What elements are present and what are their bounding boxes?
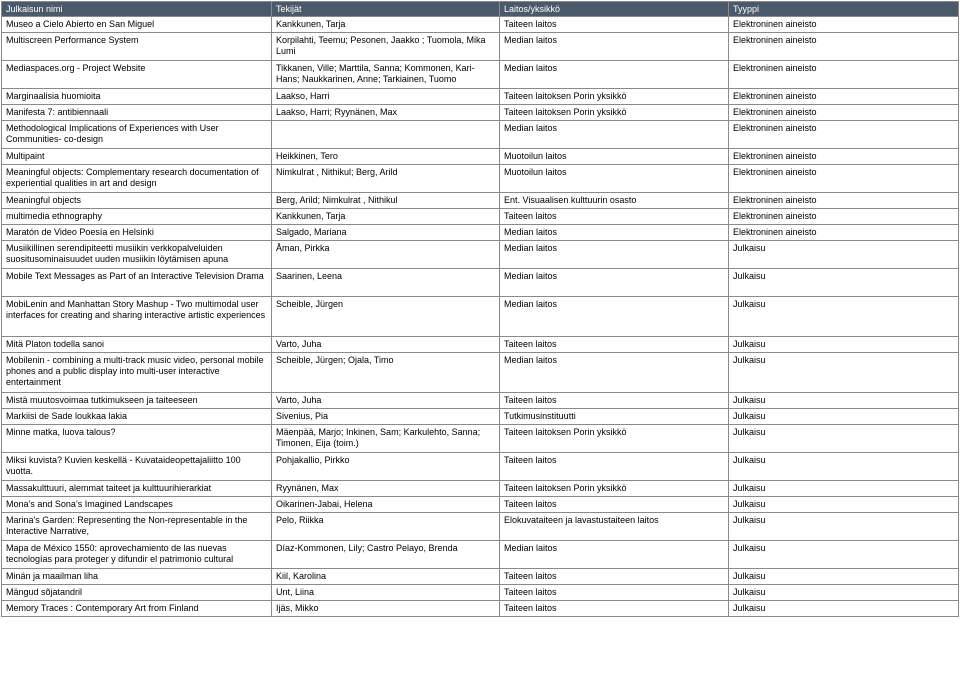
table-row (2, 569, 959, 585)
cell-title: Museo a Cielo Abierto en San Miguel (2, 17, 272, 33)
header-authors[interactable]: Tekijät (272, 2, 500, 17)
table-header (2, 2, 959, 17)
cell-authors: Sivenius, Pia (272, 409, 500, 425)
cell-title: Multipaint (2, 149, 272, 165)
cell-title: Minne matka, luova talous? (2, 425, 272, 453)
cell-authors: Ryynänen, Max (272, 481, 500, 497)
cell-type: Elektroninen aineisto (729, 225, 959, 241)
cell-type: Julkaisu (729, 297, 959, 337)
cell-unit: Taiteen laitos (500, 393, 729, 409)
cell-unit: Median laitos (500, 269, 729, 297)
cell-type: Julkaisu (729, 569, 959, 585)
cell-authors: Oikarinen-Jabai, Helena (272, 497, 500, 513)
cell-type: Elektroninen aineisto (729, 89, 959, 105)
table-row (2, 89, 959, 105)
cell-type: Elektroninen aineisto (729, 121, 959, 149)
cell-authors: Heikkinen, Tero (272, 149, 500, 165)
cell-authors: Pelo, Riikka (272, 513, 500, 541)
cell-type: Julkaisu (729, 453, 959, 481)
table-row (2, 497, 959, 513)
cell-authors: Ijäs, Mikko (272, 601, 500, 617)
cell-title: Mapa de México 1550: aprovechamiento de las nuevas tecnologías para proteger y difundir el patrimonio cultural (2, 541, 272, 569)
cell-unit: Taiteen laitoksen Porin yksikkö (500, 89, 729, 105)
cell-unit: Median laitos (500, 541, 729, 569)
cell-type: Julkaisu (729, 541, 959, 569)
cell-unit: Median laitos (500, 121, 729, 149)
cell-type: Julkaisu (729, 425, 959, 453)
cell-authors (272, 121, 500, 149)
cell-type: Julkaisu (729, 353, 959, 393)
cell-authors: Scheible, Jürgen; Ojala, Timo (272, 353, 500, 393)
cell-authors: Unt, Liina (272, 585, 500, 601)
table-row (2, 481, 959, 497)
cell-type: Elektroninen aineisto (729, 61, 959, 89)
cell-title: Minän ja maailman liha (2, 569, 272, 585)
table-row (2, 149, 959, 165)
cell-authors: Kankkunen, Tarja (272, 17, 500, 33)
table-row (2, 337, 959, 353)
publication-table-container (1, 1, 959, 617)
table-row (2, 585, 959, 601)
cell-title: Multiscreen Performance System (2, 33, 272, 61)
cell-unit: Taiteen laitos (500, 453, 729, 481)
table-row (2, 33, 959, 61)
cell-unit: Taiteen laitos (500, 209, 729, 225)
table-row (2, 61, 959, 89)
cell-title: Mistä muutosvoimaa tutkimukseen ja taiteeseen (2, 393, 272, 409)
table-row (2, 193, 959, 209)
cell-unit: Taiteen laitos (500, 497, 729, 513)
cell-authors: Saarinen, Leena (272, 269, 500, 297)
cell-title: Marina's Garden: Representing the Non-representable in the Interactive Narrative, (2, 513, 272, 541)
table-row (2, 121, 959, 149)
cell-title: Mediaspaces.org - Project Website (2, 61, 272, 89)
cell-unit: Taiteen laitos (500, 17, 729, 33)
cell-authors: Salgado, Mariana (272, 225, 500, 241)
table-row (2, 209, 959, 225)
cell-title: multimedia ethnography (2, 209, 272, 225)
table-row (2, 353, 959, 393)
table-row (2, 225, 959, 241)
cell-type: Julkaisu (729, 513, 959, 541)
cell-authors: Mäenpää, Marjo; Inkinen, Sam; Karkulehto, Sanna; Timonen, Eija (toim.) (272, 425, 500, 453)
cell-authors: Varto, Juha (272, 393, 500, 409)
cell-type: Julkaisu (729, 269, 959, 297)
cell-type: Elektroninen aineisto (729, 33, 959, 61)
cell-unit: Median laitos (500, 353, 729, 393)
cell-title: MobiLenin and Manhattan Story Mashup - Two multimodal user interfaces for creating and sharing interactive artistic experiences (2, 297, 272, 337)
table-body (2, 17, 959, 617)
cell-unit: Taiteen laitos (500, 569, 729, 585)
cell-title: Manifesta 7: antibiennaali (2, 105, 272, 121)
table-row (2, 425, 959, 453)
cell-title: Maratón de Video Poesía en Helsinki (2, 225, 272, 241)
table-row (2, 241, 959, 269)
table-row (2, 17, 959, 33)
table-row (2, 297, 959, 337)
header-title[interactable]: Julkaisun nimi (2, 2, 272, 17)
cell-authors: Laakso, Harri; Ryynänen, Max (272, 105, 500, 121)
table-row (2, 165, 959, 193)
cell-authors: Díaz-Kommonen, Lily; Castro Pelayo, Brenda (272, 541, 500, 569)
cell-unit: Median laitos (500, 241, 729, 269)
cell-authors: Berg, Arild; Nimkulrat , Nithikul (272, 193, 500, 209)
cell-type: Elektroninen aineisto (729, 149, 959, 165)
cell-title: Massakulttuuri, alemmat taiteet ja kulttuurihierarkiat (2, 481, 272, 497)
cell-title: Mitä Platon todella sanoi (2, 337, 272, 353)
cell-authors: Kiil, Karolina (272, 569, 500, 585)
cell-unit: Muotoilun laitos (500, 149, 729, 165)
cell-unit: Elokuvataiteen ja lavastustaiteen laitos (500, 513, 729, 541)
cell-unit: Taiteen laitoksen Porin yksikkö (500, 425, 729, 453)
cell-type: Julkaisu (729, 497, 959, 513)
cell-unit: Tutkimusinstituutti (500, 409, 729, 425)
header-unit[interactable]: Laitos/yksikkö (500, 2, 729, 17)
cell-type: Julkaisu (729, 393, 959, 409)
cell-type: Julkaisu (729, 585, 959, 601)
cell-type: Elektroninen aineisto (729, 209, 959, 225)
cell-type: Elektroninen aineisto (729, 165, 959, 193)
cell-authors: Korpilahti, Teemu; Pesonen, Jaakko ; Tuomola, Mika Lumi (272, 33, 500, 61)
table-row (2, 453, 959, 481)
cell-type: Julkaisu (729, 241, 959, 269)
cell-authors: Varto, Juha (272, 337, 500, 353)
cell-unit: Taiteen laitos (500, 585, 729, 601)
table-row (2, 105, 959, 121)
cell-title: Marginaalisia huomioita (2, 89, 272, 105)
cell-title: Memory Traces : Contemporary Art from Finland (2, 601, 272, 617)
cell-title: Mobilenin - combining a multi-track music video, personal mobile phones and a public display into multi-user interactive entertainment (2, 353, 272, 393)
cell-unit: Taiteen laitoksen Porin yksikkö (500, 481, 729, 497)
cell-authors: Kankkunen, Tarja (272, 209, 500, 225)
cell-title: Mängud sõjatandril (2, 585, 272, 601)
cell-unit: Muotoilun laitos (500, 165, 729, 193)
cell-unit: Taiteen laitos (500, 337, 729, 353)
cell-type: Elektroninen aineisto (729, 105, 959, 121)
cell-authors: Åman, Pirkka (272, 241, 500, 269)
cell-unit: Median laitos (500, 297, 729, 337)
header-row (2, 2, 959, 17)
cell-authors: Scheible, Jürgen (272, 297, 500, 337)
table-row (2, 601, 959, 617)
cell-title: Mobile Text Messages as Part of an Interactive Television Drama (2, 269, 272, 297)
cell-title: Meaningful objects (2, 193, 272, 209)
cell-unit: Median laitos (500, 61, 729, 89)
cell-title: Mona’s and Sona’s Imagined Landscapes (2, 497, 272, 513)
cell-type: Julkaisu (729, 409, 959, 425)
table-row (2, 409, 959, 425)
cell-type: Julkaisu (729, 601, 959, 617)
cell-type: Elektroninen aineisto (729, 17, 959, 33)
cell-title: Miksi kuvista? Kuvien keskellä - Kuvataideopettajaliitto 100 vuotta. (2, 453, 272, 481)
publication-table (1, 1, 959, 617)
cell-type: Elektroninen aineisto (729, 193, 959, 209)
cell-title: Markiisi de Sade loukkaa lakia (2, 409, 272, 425)
cell-authors: Pohjakallio, Pirkko (272, 453, 500, 481)
cell-unit: Taiteen laitoksen Porin yksikkö (500, 105, 729, 121)
cell-type: Julkaisu (729, 481, 959, 497)
cell-title: Musiikillinen serendipiteetti musiikin verkkopalveluiden suositusominaisuudet uuden musiikin löytämisen apuna (2, 241, 272, 269)
header-type[interactable]: Tyyppi (729, 2, 959, 17)
table-row (2, 513, 959, 541)
cell-authors: Tikkanen, Ville; Marttila, Sanna; Kommonen, Kari-Hans; Naukkarinen, Anne; Tarkiainen, Tuomo (272, 61, 500, 89)
cell-authors: Laakso, Harri (272, 89, 500, 105)
cell-unit: Median laitos (500, 225, 729, 241)
table-row (2, 541, 959, 569)
cell-title: Meaningful objects: Complementary research documentation of experiential qualities in art and design (2, 165, 272, 193)
cell-title: Methodological Implications of Experiences with User Communities- co-design (2, 121, 272, 149)
cell-unit: Median laitos (500, 33, 729, 61)
table-row (2, 269, 959, 297)
cell-unit: Ent. Visuaalisen kulttuurin osasto (500, 193, 729, 209)
table-row (2, 393, 959, 409)
cell-authors: Nimkulrat , Nithikul; Berg, Arild (272, 165, 500, 193)
cell-type: Julkaisu (729, 337, 959, 353)
cell-unit: Taiteen laitos (500, 601, 729, 617)
